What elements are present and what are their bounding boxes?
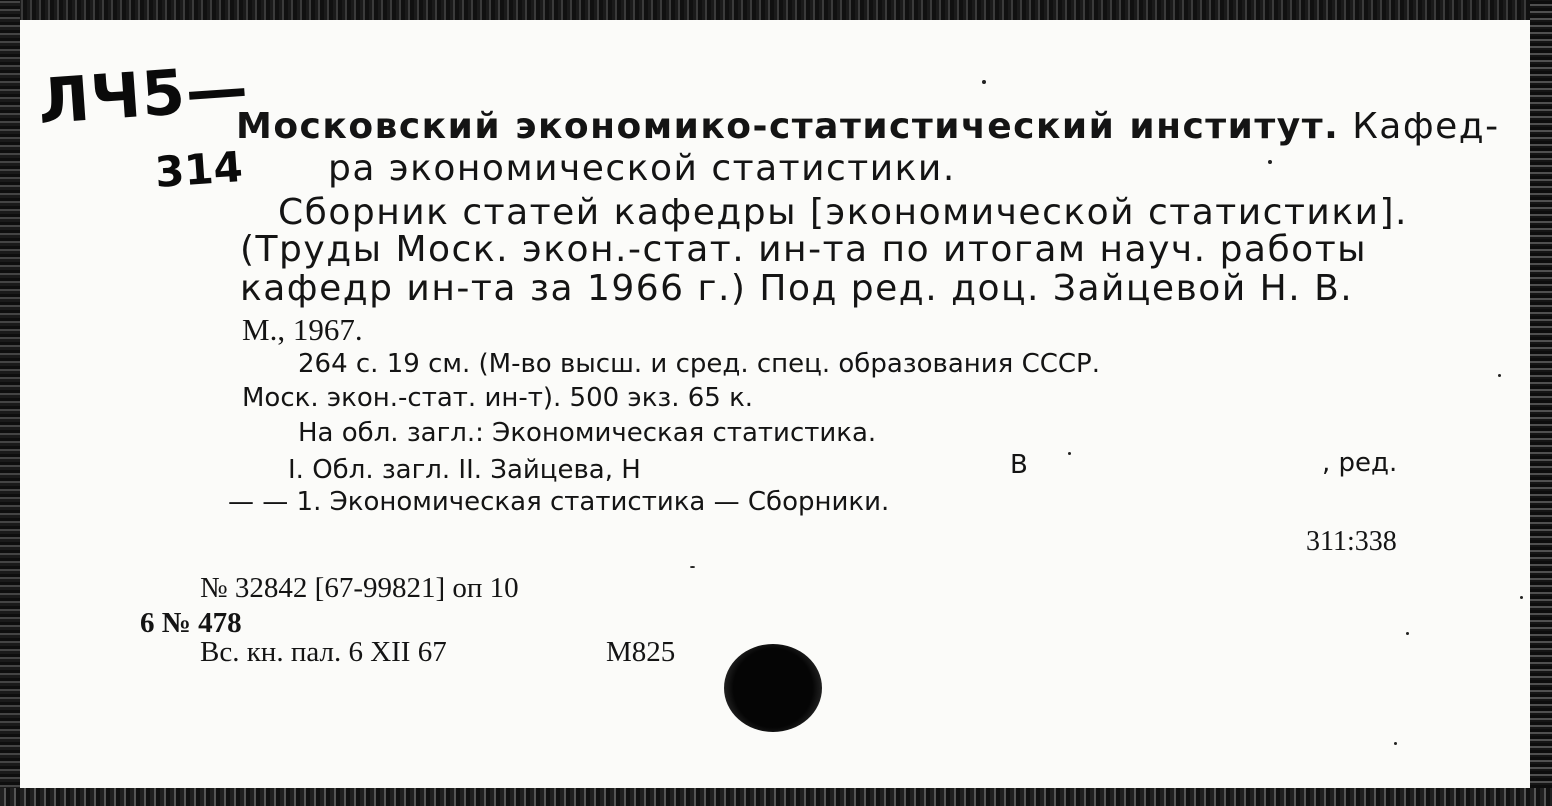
scan-speck: [1498, 374, 1501, 377]
cover-title-note: На обл. загл.: Экономическая статистика.: [298, 418, 877, 448]
title-line-3: кафедр ин-та за 1966 г.) Под ред. доц. Зайцевой Н. В.: [240, 268, 1354, 309]
scan-border-left: [0, 0, 20, 806]
heading: [236, 106, 1500, 147]
tracing-initial: В: [1010, 450, 1028, 480]
order-number: № 32842 [67-99821] оп 10: [200, 572, 519, 604]
imprint-line: М., 1967.: [242, 312, 363, 347]
title-line-2: (Труды Моск. экон.-стат. ин-та по итогам науч. работы: [240, 229, 1368, 270]
collation-line-1: 264 с. 19 см. (М-во высш. и сред. спец. образования СССР.: [298, 349, 1100, 379]
scan-speck: [982, 80, 986, 84]
shelf-mark-line-1: ЛЧ5—: [35, 50, 252, 139]
scan-border-top: [0, 0, 1552, 20]
tracing-editor-role: , ред.: [1322, 448, 1398, 478]
tracing-entries: I. Обл. загл. II. Зайцева, Н: [288, 455, 641, 485]
heading-department-start: Кафед-: [1352, 106, 1500, 147]
subject-heading: — — 1. Экономическая статистика — Сборники.: [228, 487, 890, 517]
scan-speck: [1068, 452, 1071, 455]
scan-speck: [1268, 160, 1272, 164]
scan-speck: [1394, 742, 1397, 745]
scan-border-bottom: [0, 788, 1552, 806]
book-chamber-line: Вс. кн. пал. 6 XII 67: [200, 636, 447, 668]
shelf-mark-line-2: 314: [153, 142, 245, 197]
scan-speck: [690, 566, 695, 568]
scan-border-right: [1530, 0, 1552, 806]
punch-hole: [724, 644, 822, 732]
heading-institution: Московский экономико-статистический институт.: [236, 106, 1340, 147]
scan-speck: [1520, 596, 1523, 599]
scan-speck: [1406, 632, 1409, 635]
classification-number: 311:338: [1306, 526, 1397, 557]
collation-line-2: Моск. экон.-стат. ин-т). 500 экз. 65 к.: [242, 383, 754, 413]
heading-continuation: ра экономической статистики.: [328, 148, 956, 189]
card-code: М825: [606, 636, 676, 668]
title-line-1: Сборник статей кафедры [экономической статистики].: [278, 192, 1408, 233]
print-number: 6 № 478: [140, 607, 242, 639]
